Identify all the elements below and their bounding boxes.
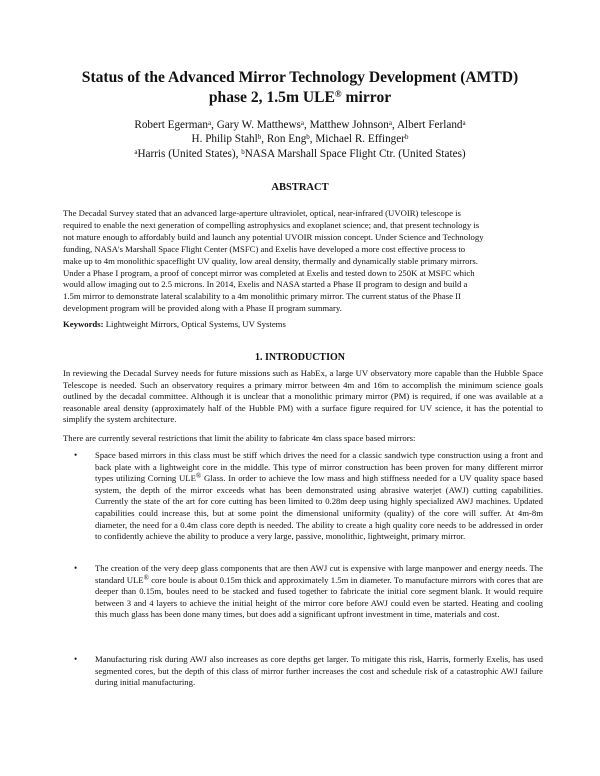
author-affil-sup: a (462, 119, 466, 127)
author-name: , Ron Eng (261, 133, 307, 146)
bullet-text-post: Glass. In order to achieve the low mass and high stiffness needed for a UV quality space based system, the depth of the mirror exceeds what has been demonstrated using abrasive waterjet (AWJ) cutting capabilities. Currently the state of the art for core cutting has been limited to 0.28m deep using highly specialized AWJ machines. Updated capabilities could increase this, but at some point the dimensional uniformity (quality) of the core will suffer. At 4m-8m diameter, the need for a 0.4m class core depth is needed. The ability to create a high quality core needs to be addressed in order to confidently achieve the ability to produce a very large, passive, monolithic, lightweight, primary mirror. (95, 473, 543, 542)
author-affil-sup: a (208, 119, 212, 127)
paper-title (40, 68, 560, 108)
bullet-text-post: core boule is about 0.15m thick and approximately 1.5m in diameter. To manufacture mirrors with cores that are deeper than 0.15m, boules need to be stacked and fused together to fabricate the initial core segment blank. It would require between 3 and 4 layers to achieve the initial height of the mirror core before AWJ could even be started. Heating and cooling this much glass has been done many times, but does add a significant upfront investment in time, materials and cost. (95, 574, 543, 620)
abstract-line: not mature enough to affordably build and launch any potential UVOIR mission concept. Under Science and Technology (63, 231, 484, 242)
author-affil-sup: a (388, 119, 392, 127)
abstract-line: required to enable the next generation of compelling astrophysics and exoplanet science; and, that present technology is (63, 219, 480, 230)
author-block (40, 118, 560, 161)
bullet-text-pre: The creation of the very deep glass components that are then AWJ cut is expensive with large manpower and energy needs. The standard ULE (95, 563, 543, 585)
bullet-text-pre: Space based mirrors in this class must be stiff which drives the need for a classic sandwich type construction using a front and back plate with a lightweight core in the middle. This type of mirror construction has been proven for many different mirror types utilizing Corning ULE (95, 450, 543, 484)
abstract-line: make up to 4m monolithic spaceflight UV quality, low areal density, thermally and dynamically stable primary mirrors. (63, 255, 478, 266)
title-line-2-text: phase 2, 1.5m ULE (208, 89, 335, 106)
bullet-text-pre: Manufacturing risk during AWJ also increases as core depths get larger. To mitigate this risk, Harris, formerly Exelis, has used segmented cores, but the depth of this class of mirror further increases the cost and schedule risk of a catastrophic AWJ failure during initial manufacturing. (95, 654, 543, 688)
affil-b-sup: b (241, 147, 245, 156)
author-affil-sup: a (300, 119, 305, 127)
bullet-text (95, 450, 543, 543)
abstract-heading: ABSTRACT (271, 182, 329, 193)
keywords-label: Keywords: (63, 319, 104, 329)
registered-mark: ® (143, 573, 149, 582)
author-name: Robert Egerman (134, 119, 208, 131)
bullet-text (95, 654, 543, 689)
keywords-text: Lightweight Mirrors, Optical Systems, UV Systems (103, 319, 286, 329)
section-heading-introduction: 1. INTRODUCTION (254, 352, 345, 363)
author-affil-sup: b (404, 133, 409, 142)
intro-paragraph-2: There are currently several restrictions that limit the ability to fabricate 4m class space based mirrors: (63, 433, 416, 443)
abstract-line: The Decadal Survey stated that an advanced large-aperture ultraviolet, optical, near-infrared (UVOIR) telescope is (63, 208, 461, 218)
intro-paragraph-1: In reviewing the Decadal Survey needs for future missions such as HabEx, a large UV observatory more capable than the Hubble Space Telescope is needed. Such an observatory requires a primary mirror between 4m and 16m to accomplish the minimum science goals outlined by the decadal committee. Although it is unclear that a monolithic primary mirror (PM) is required, if one was available at a reasonable areal density (approximately half of the Hubble PM) with a surface figure required for UV science, it has the potential to simplify the system architecture. (63, 368, 543, 425)
author-name: , Gary W. Matthews (211, 119, 301, 131)
registered-mark: ® (195, 472, 202, 481)
author-line-2 (40, 132, 560, 146)
bullet-icon: • (74, 654, 78, 664)
registered-mark: ® (334, 89, 342, 99)
affil-a-sup: a (134, 147, 138, 156)
author-affil-sup: b (257, 133, 262, 142)
abstract-line: Under a Phase I program, a proof of concept mirror was completed at Exelis and tested down to 250K at MSFC which (63, 267, 475, 278)
author-name: , Michael R. Effinger (309, 133, 405, 146)
author-affil-sup: b (306, 133, 310, 142)
author-line-1 (40, 118, 560, 132)
affiliations (40, 147, 560, 161)
affil-b: NASA Marshall Space Flight Ctr. (United States) (244, 147, 466, 160)
keywords (63, 319, 286, 329)
bullet-text (95, 563, 543, 621)
author-name: , Albert Ferland (391, 119, 463, 131)
affil-a: Harris (United States), (137, 147, 242, 160)
bullet-icon: • (74, 563, 78, 573)
abstract-line: would allow imaging out to 2.5 microns. In 2014, Exelis and NASA started a Phase II program to design and build a (63, 279, 468, 290)
title-line-2 (40, 88, 560, 108)
abstract-line: 1.5m mirror to demonstrate lateral scalability to a 4m monolithic primary mirror. The current status of the Phase II (63, 291, 461, 302)
bullet-icon: • (74, 450, 78, 460)
author-name: , Matthew Johnson (304, 119, 389, 131)
title-line-2-tail: mirror (341, 89, 392, 106)
abstract-line: funding, NASA's Marshall Space Flight Center (MSFC) and Exelis have developed a more cost effective process to (63, 243, 466, 254)
abstract-line: development program will be provided along with a Phase II program summary. (63, 303, 342, 314)
author-name: H. Philip Stahl (191, 133, 258, 146)
abstract-body (63, 208, 543, 315)
title-line-1: Status of the Advanced Mirror Technology Development (AMTD) (81, 69, 519, 86)
